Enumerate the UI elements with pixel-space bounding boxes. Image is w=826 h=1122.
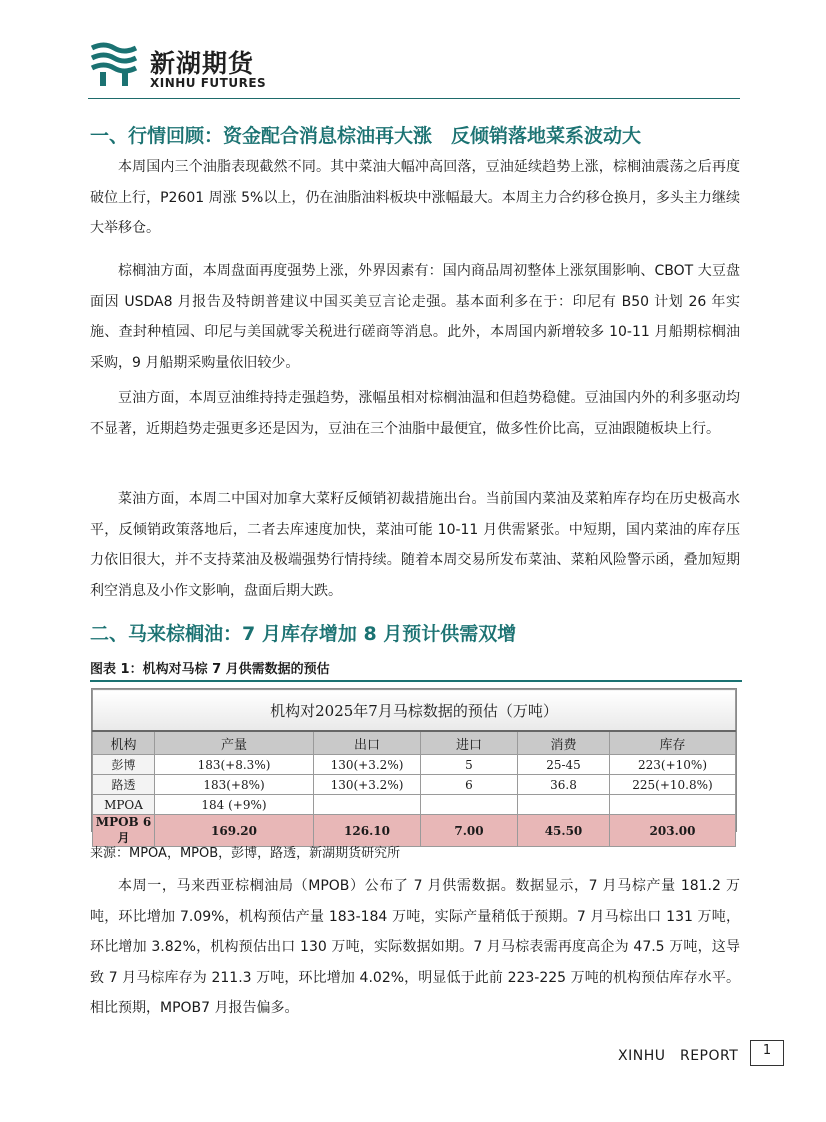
table-cell: 183(+8.3%) <box>155 755 314 775</box>
table-cell: 130(+3.2%) <box>314 775 421 795</box>
table-cell: 223(+10%) <box>610 755 736 775</box>
column-header: 库存 <box>610 731 736 755</box>
table-header-row <box>93 731 736 755</box>
table-cell: 彭博 <box>93 755 155 775</box>
column-header: 出口 <box>314 731 421 755</box>
section-1-paragraph-4: 菜油方面，本周二中国对加拿大菜籽反倾销初裁措施出台。当前国内菜油及菜粕库存均在历史极高水平，反倾销政策落地后，二者去库速度加快，菜油可能 10-11 月供需紧张。中短期，国内菜油的库存压力依旧很大，并不支持菜油及极端强势行情持续。随着本周交易所发布菜油、菜粕风险警示函，叠加短期利空消息及小作文影响，盘面后期大跌。 <box>90 491 740 599</box>
table-cell: MPOB 6月 <box>93 815 155 847</box>
table-cell: 路透 <box>93 775 155 795</box>
column-header: 机构 <box>93 731 155 755</box>
logo-chinese-name: 新湖期货 <box>150 49 255 78</box>
table-row-bloomberg <box>93 755 736 775</box>
table-cell <box>421 795 518 815</box>
table-cell: 126.10 <box>314 815 421 847</box>
section-1-paragraph-1: 本周国内三个油脂表现截然不同。其中菜油大幅冲高回落，豆油延续趋势上涨，棕榈油震荡之后再度破位上行，P2601 周涨 5%以上，仍在油脂油料板块中涨幅最大。本周主力合约移仓换月，多头主力继续大举移仓。 <box>90 159 740 236</box>
caption-divider <box>90 680 742 682</box>
figure-caption: 图表 1：机构对马棕 7 月供需数据的预估 <box>90 662 330 677</box>
page-header <box>88 40 740 99</box>
table-row-mpoa <box>93 795 736 815</box>
section-1-paragraph-3: 豆油方面，本周豆油维持持走强趋势，涨幅虽相对棕榈油温和但趋势稳健。豆油国内外的利多驱动均不显著，近期趋势走强更多还是因为，豆油在三个油脂中最便宜，做多性价比高，豆油跟随板块上行。 <box>90 390 740 437</box>
table-cell: 7.00 <box>421 815 518 847</box>
section-1-paragraph-2: 棕榈油方面，本周盘面再度强势上涨，外界因素有：国内商品周初整体上涨氛围影响、CBOT 大豆盘面因 USDA8 月报告及特朗普建议中国买美豆言论走强。基本面利多在于：印尼有 B50 计划 26 年实施、查封种植园、印尼与美国就零关税进行磋商等消息。此外，本周国内新增较多 10-11 月船期棕榈油采购，9 月船期采购量依旧较少。 <box>90 263 740 371</box>
footer-report-label: XINHU REPORT <box>618 1048 739 1064</box>
table-cell: 225(+10.8%) <box>610 775 736 795</box>
section-2-title: 二、马来棕榈油：7 月库存增加 8 月预计供需双增 <box>90 623 517 645</box>
table-cell: 6 <box>421 775 518 795</box>
section-2-paragraph: 本周一，马来西亚棕榈油局（MPOB）公布了 7 月供需数据。数据显示，7 月马棕产量 181.2 万吨，环比增加 7.09%，机构预估产量 183-184 万吨，实际产量稍低于预期。7 月马棕出口 131 万吨，环比增加 3.82%，机构预估出口 130 万吨，实际数据如期。7 月马棕表需再度高企为 47.5 万吨，这导致 7 月马棕库存为 211.3 万吨，环比增加 4.02%，明显低于此前 223-225 万吨的机构预估库存水平。相比预期，MPOB7 月报告偏多。 <box>90 878 740 1016</box>
table-cell: 169.20 <box>155 815 314 847</box>
column-header: 产量 <box>155 731 314 755</box>
table-title: 机构对2025年7月马棕数据的预估（万吨） <box>93 690 736 732</box>
table-cell: 184 (+9%) <box>155 795 314 815</box>
section-1-title: 一、行情回顾：资金配合消息棕油再大涨 反倾销落地菜系波动大 <box>90 125 642 147</box>
table-cell <box>518 795 610 815</box>
column-header: 消费 <box>518 731 610 755</box>
table-cell: 203.00 <box>610 815 736 847</box>
table-cell <box>314 795 421 815</box>
table-cell <box>610 795 736 815</box>
table-row-reuters <box>93 775 736 795</box>
table-cell: 5 <box>421 755 518 775</box>
estimates-table <box>91 688 737 845</box>
page-number: 1 <box>750 1040 784 1066</box>
table-cell: 25-45 <box>518 755 610 775</box>
table-cell: MPOA <box>93 795 155 815</box>
table-cell: 45.50 <box>518 815 610 847</box>
table-cell: 183(+8%) <box>155 775 314 795</box>
logo-english-name: XINHU FUTURES <box>150 76 267 90</box>
table-cell: 36.8 <box>518 775 610 795</box>
column-header: 进口 <box>421 731 518 755</box>
xinhu-logo-icon <box>90 42 138 86</box>
table-cell: 130(+3.2%) <box>314 755 421 775</box>
table-source: 来源：MPOA，MPOB，彭博，路透，新湖期货研究所 <box>90 846 401 861</box>
